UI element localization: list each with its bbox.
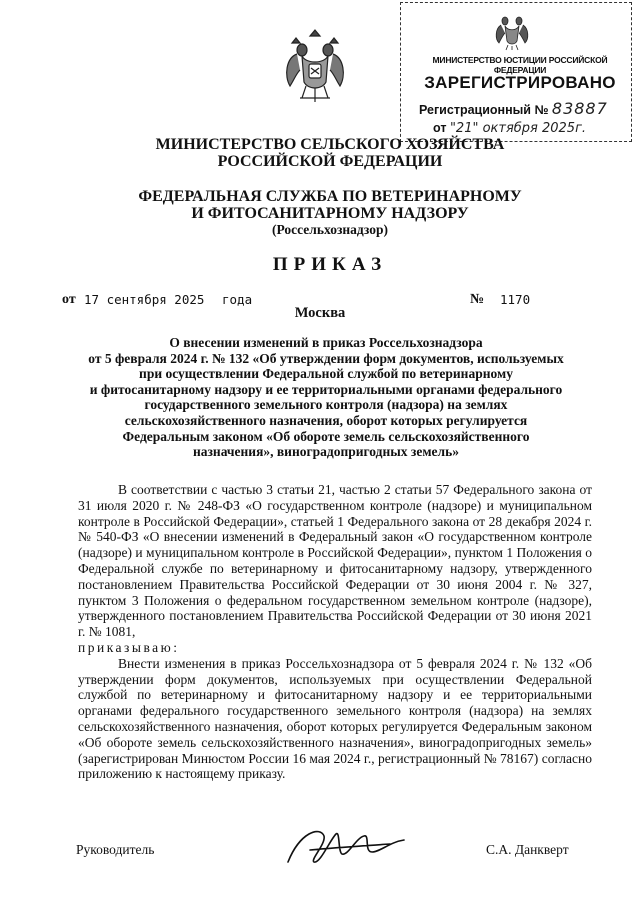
subject-line: Федеральным законом «Об обороте земель сельскохозяйственного <box>122 428 530 444</box>
year-word: года <box>222 292 253 307</box>
subject-line: и фитосанитарному надзору и ее территориальными органами федерального <box>89 381 563 397</box>
stamp-registered-label: ЗАРЕГИСТРИРОВАНО <box>424 73 616 92</box>
order-subject <box>76 335 576 460</box>
coat-of-arms-emblem <box>282 24 348 108</box>
signer-name: С.А. Данкверт <box>486 842 569 857</box>
subject-line: назначения», виноградопригодных земель» <box>192 444 460 460</box>
subject-line: от 5 февраля 2024 г. № 132 «Об утверждении форм документов, используемых <box>88 350 564 366</box>
order-paragraph: Внести изменения в приказ Россельхознадзора от 5 февраля 2024 г. № 132 «Об утверждении форм документов, используемых при осуществлении Федеральной службой по ветеринарному и фитосанитарному надзору и ее территориальными органами федерального государственного земельного контроля (надзора) на землях сельскохозяйственного назначения, оборот которых регулируется Федеральным законом «Об обороте земель сельскохозяйственного назначения», виноградопригодных земель» (зарегистрирован Минюстом России 16 мая 2024 г., регистрационный № 78167) согласно приложению к настоящему приказу. <box>78 655 592 782</box>
stamp-date-line <box>433 121 633 136</box>
subject-line: О внесении изменений в приказ Россельхознадзора <box>169 335 483 350</box>
ministry-name-line2: РОССИЙСКОЙ ФЕДЕРАЦИИ <box>217 153 443 170</box>
subject-line: сельскохозяйственного назначения, оборот которых регулируется <box>124 412 528 428</box>
number-label: № <box>470 292 485 307</box>
order-word: приказываю: <box>78 639 180 655</box>
order-date: 17 сентября 2025 <box>84 292 205 307</box>
stamp-registration-number: 83887 <box>551 99 608 118</box>
subject-line: при осуществлении Федеральной службой по ветеринарному <box>139 366 513 382</box>
order-body <box>78 482 592 782</box>
ministry-name <box>60 136 600 170</box>
handwritten-signature <box>280 822 410 874</box>
service-name <box>60 188 600 222</box>
stamp-registration-label: Регистрационный № <box>419 103 549 117</box>
stamp-date-prefix: от <box>433 121 447 135</box>
ministry-name-line1: МИНИСТЕРСТВО СЕЛЬСКОГО ХОЗЯЙСТВА <box>155 136 505 153</box>
date-prefix: от <box>62 292 76 307</box>
subject-line: государственного земельного контроля (надзора) на землях <box>144 397 508 413</box>
city: Москва <box>294 305 346 321</box>
order-number: 1170 <box>500 292 531 307</box>
stamp-ministry-name: МИНИСТЕРСТВО ЮСТИЦИИ РОССИЙСКОЙ ФЕДЕРАЦИИ <box>432 55 608 75</box>
stamp-emblem-icon <box>495 9 529 51</box>
service-short-name: (Россельхознадзор) <box>271 222 389 237</box>
signer-title: Руководитель <box>76 842 155 857</box>
service-name-line1: ФЕДЕРАЛЬНАЯ СЛУЖБА ПО ВЕТЕРИНАРНОМУ <box>138 188 522 205</box>
service-name-line2: И ФИТОСАНИТАРНОМУ НАДЗОРУ <box>191 205 469 222</box>
stamp-date-value: "21" октября 2025г. <box>449 121 587 136</box>
stamp-registration-line <box>419 99 629 118</box>
preamble-paragraph: В соответствии с частью 3 статьи 21, частью 2 статьи 57 Федерального закона от 31 июля 2020 г. № 248-ФЗ «О государственном контроле (надзоре) и муниципальном контроле в Российской Федерации», статьей 1 Федерального закона от 28 декабря 2024 г. № 540-ФЗ «О внесении изменений в Федеральный закон «О государственном контроле (надзоре) и муниципальном контроле в Российской Федерации», пунктом 1 Положения о Федеральной службе по ветеринарному и фитосанитарному надзору, утвержденного постановлением Правительства Российской Федерации от 30 июня 2004 г. № 327, пунктом 3 Положения о федеральном государственном земельном контроле (надзоре), утвержденного постановлением Правительства Российской Федерации от 30 июня 2021 г. № 1081, <box>78 482 592 640</box>
document-type: ПРИКАЗ <box>272 254 388 275</box>
registration-stamp <box>400 2 632 142</box>
